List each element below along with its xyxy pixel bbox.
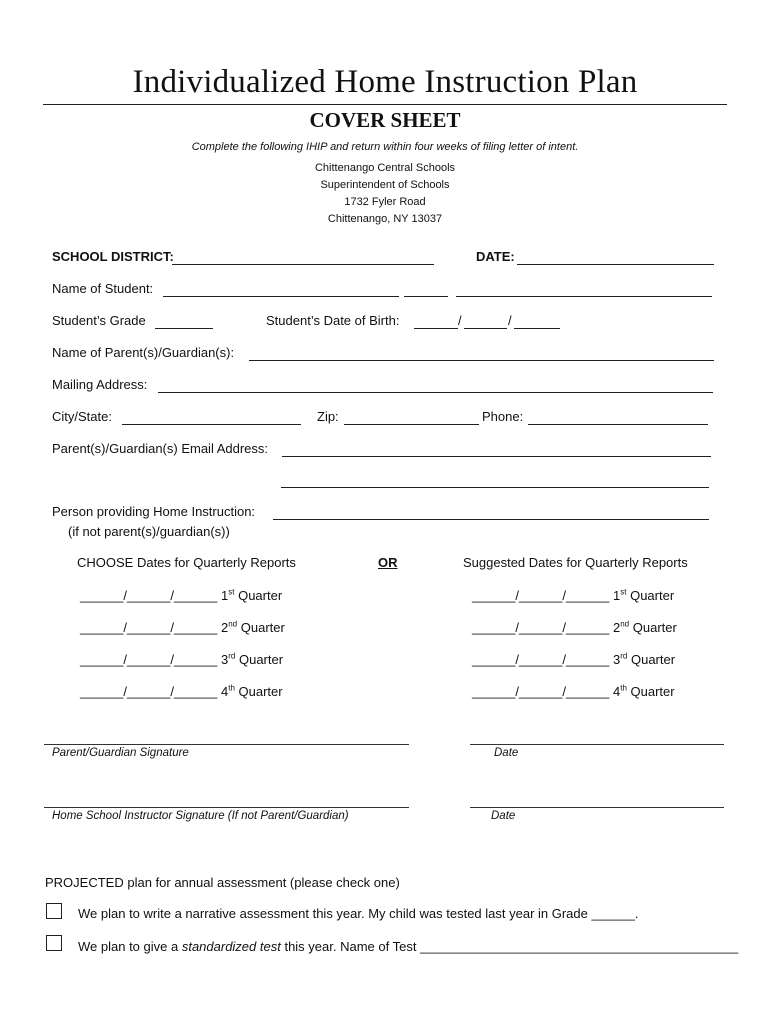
quarter-number: 1 [613, 588, 621, 603]
quarter-word: Quarter [630, 588, 675, 603]
choose-dates-header: CHOOSE Dates for Quarterly Reports [77, 555, 296, 570]
document-subtitle: COVER SHEET [309, 108, 461, 132]
instructor-field[interactable] [273, 519, 709, 520]
standardized-test-text-pre: We plan to give a [78, 939, 182, 954]
quarter-number: 4 [221, 684, 229, 699]
email-field-continued[interactable] [281, 487, 709, 488]
standardized-test-checkbox[interactable] [46, 935, 62, 951]
standardized-test-emphasis: standardized test [181, 939, 281, 954]
quarter-number: 1 [221, 588, 229, 603]
quarter-date-field[interactable]: ______/______/______ [472, 588, 610, 603]
instructor-note: (if not parent(s)/guardian(s)) [68, 524, 230, 539]
zip-field[interactable] [344, 424, 479, 425]
choose-quarter-row[interactable] [80, 588, 282, 603]
title-divider [43, 104, 727, 105]
parent-signature-date-field[interactable] [470, 744, 724, 745]
suggested-quarter-row[interactable] [472, 684, 675, 699]
quarter-suffix: nd [228, 619, 238, 629]
quarter-date-field[interactable]: ______/______/______ [80, 652, 218, 667]
test-name-field[interactable]: ____________________________________________ [420, 939, 739, 954]
quarter-suffix: rd [228, 651, 236, 661]
suggested-quarter-row[interactable] [472, 652, 675, 667]
standardized-test-label [78, 939, 738, 954]
quarter-date-field[interactable]: ______/______/______ [80, 588, 218, 603]
narrative-assessment-checkbox[interactable] [46, 903, 62, 919]
choose-quarter-row[interactable] [80, 684, 283, 699]
assessment-heading: PROJECTED plan for annual assessment (please check one) [45, 875, 400, 890]
quarter-number: 2 [613, 620, 621, 635]
quarter-date-field[interactable]: ______/______/______ [472, 620, 610, 635]
quarter-date-field[interactable]: ______/______/______ [472, 652, 610, 667]
suggested-dates-header: Suggested Dates for Quarterly Reports [463, 555, 688, 570]
instructor-label: Person providing Home Instruction: [52, 504, 256, 519]
dob-year-field[interactable] [514, 328, 560, 329]
instructor-signature-caption: Home School Instructor Signature (If not Parent/Guardian) [52, 810, 349, 822]
quarter-number: 4 [613, 684, 621, 699]
quarter-date-field[interactable]: ______/______/______ [472, 684, 610, 699]
school-district-label: SCHOOL DISTRICT: [52, 249, 174, 264]
suggested-quarter-row[interactable] [472, 588, 674, 603]
suggested-quarter-row[interactable] [472, 620, 677, 635]
address-line-4: Chittenango, NY 13037 [327, 213, 443, 225]
student-grade-label: Student’s Grade [52, 313, 146, 328]
parent-signature-field[interactable] [44, 744, 409, 745]
instructor-signature-date-field[interactable] [470, 807, 724, 808]
parent-name-field[interactable] [249, 360, 714, 361]
email-field[interactable] [282, 456, 711, 457]
address-line-2: Superintendent of Schools [320, 179, 450, 191]
quarter-word: Quarter [238, 652, 284, 667]
standardized-test-text-post: this year. Name of Test [280, 939, 421, 954]
city-state-field[interactable] [122, 424, 301, 425]
quarter-word: Quarter [238, 588, 283, 603]
quarter-word: Quarter [238, 684, 283, 699]
student-last-name-field[interactable] [456, 296, 712, 297]
address-line-1: Chittenango Central Schools [314, 162, 456, 174]
student-middle-name-field[interactable] [404, 296, 448, 297]
dob-label: Student’s Date of Birth: [266, 313, 400, 328]
document-title: Individualized Home Instruction Plan [132, 64, 638, 100]
quarter-word: Quarter [632, 620, 677, 635]
quarter-suffix: th [228, 683, 235, 693]
quarter-date-field[interactable]: ______/______/______ [80, 620, 218, 635]
instructions-text: Complete the following IHIP and return within four weeks of filing letter of intent. [191, 141, 579, 153]
email-label: Parent(s)/Guardian(s) Email Address: [52, 441, 269, 456]
phone-field[interactable] [528, 424, 708, 425]
quarter-suffix: st [620, 587, 627, 597]
instructor-signature-date-caption: Date [491, 810, 516, 822]
quarter-suffix: rd [620, 651, 628, 661]
mailing-address-field[interactable] [158, 392, 713, 393]
student-first-name-field[interactable] [163, 296, 399, 297]
narrative-assessment-label: We plan to write a narrative assessment this year. My child was tested last year in Grade ______. [78, 906, 639, 921]
quarter-number: 2 [221, 620, 229, 635]
quarter-suffix: th [620, 683, 627, 693]
school-district-field[interactable] [172, 264, 434, 265]
student-grade-field[interactable] [155, 328, 213, 329]
address-line-3: 1732 Fyler Road [344, 196, 426, 208]
instructor-signature-field[interactable] [44, 807, 409, 808]
zip-label: Zip: [317, 409, 339, 424]
choose-quarter-row[interactable] [80, 620, 285, 635]
quarter-suffix: st [228, 587, 235, 597]
quarter-word: Quarter [630, 652, 676, 667]
mailing-address-label: Mailing Address: [52, 377, 148, 392]
choose-quarter-row[interactable] [80, 652, 283, 667]
quarter-word: Quarter [240, 620, 285, 635]
or-label: OR [378, 555, 398, 570]
dob-month-field[interactable] [414, 328, 458, 329]
city-state-label: City/State: [52, 409, 112, 424]
quarter-number: 3 [221, 652, 229, 667]
dob-separator-2: / [508, 313, 512, 328]
parent-signature-date-caption: Date [494, 747, 519, 759]
quarter-date-field[interactable]: ______/______/______ [80, 684, 218, 699]
date-field[interactable] [517, 264, 714, 265]
parent-signature-caption: Parent/Guardian Signature [52, 747, 189, 759]
parent-name-label: Name of Parent(s)/Guardian(s): [52, 345, 235, 360]
dob-day-field[interactable] [464, 328, 507, 329]
phone-label: Phone: [482, 409, 524, 424]
quarter-number: 3 [613, 652, 621, 667]
student-name-label: Name of Student: [52, 281, 154, 296]
dob-separator-1: / [458, 313, 462, 328]
date-label: DATE: [476, 249, 515, 264]
quarter-suffix: nd [620, 619, 630, 629]
quarter-word: Quarter [630, 684, 675, 699]
